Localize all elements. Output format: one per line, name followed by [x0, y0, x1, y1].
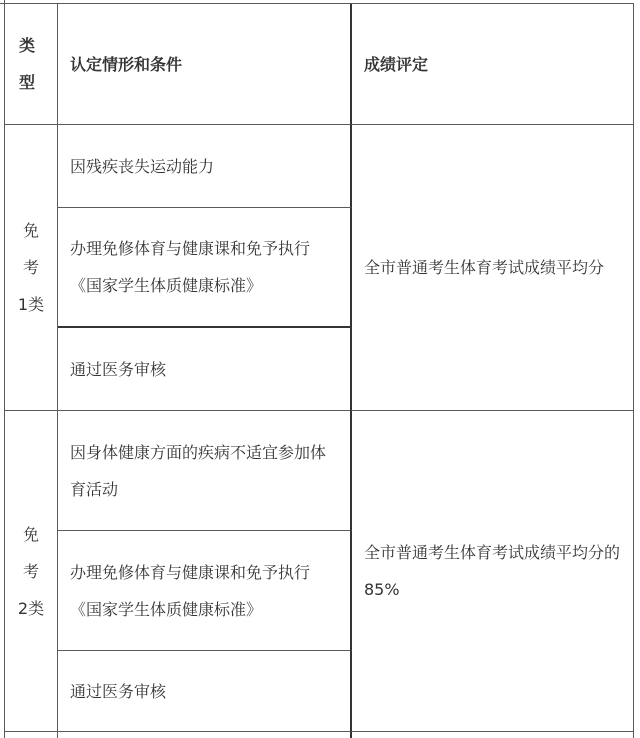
header-type-char1: 类 — [19, 36, 36, 55]
group-2-type-line3: 2类 — [17, 598, 45, 618]
header-type-char2: 型 — [19, 73, 36, 92]
group-1-condition-2: 办理免修体育与健康课和免予执行《国家学生体质健康标准》 — [58, 208, 352, 328]
group-2-type-line1: 免 — [22, 524, 39, 544]
group-1-type — [5, 125, 58, 411]
header-conditions: 认定情形和条件 — [58, 4, 352, 125]
group-2-condition-3: 通过医务审核 — [58, 651, 352, 732]
group-1-condition-3: 通过医务审核 — [58, 328, 352, 411]
group-1-type-line2: 考 — [22, 258, 39, 277]
group-2-score: 全市普通考生体育考试成绩平均分的85% — [352, 411, 634, 732]
group-2-condition-2: 办理免修体育与健康课和免予执行《国家学生体质健康标准》 — [58, 531, 352, 651]
group-2-condition-1: 因身体健康方面的疾病不适宜参加体育活动 — [58, 411, 352, 531]
bottom-strip-score — [352, 732, 634, 738]
group-1-type-line1: 免 — [22, 221, 39, 240]
group-2-type — [5, 411, 58, 732]
bottom-strip-type — [5, 732, 58, 738]
header-type — [5, 4, 58, 125]
group-2-type-line2: 考 — [22, 561, 39, 581]
bottom-strip-conditions — [58, 732, 352, 738]
group-1-score: 全市普通考生体育考试成绩平均分 — [352, 125, 634, 411]
group-1-condition-1: 因残疾丧失运动能力 — [58, 125, 352, 208]
group-1-type-line3: 1类 — [17, 295, 45, 314]
header-score: 成绩评定 — [352, 4, 634, 125]
